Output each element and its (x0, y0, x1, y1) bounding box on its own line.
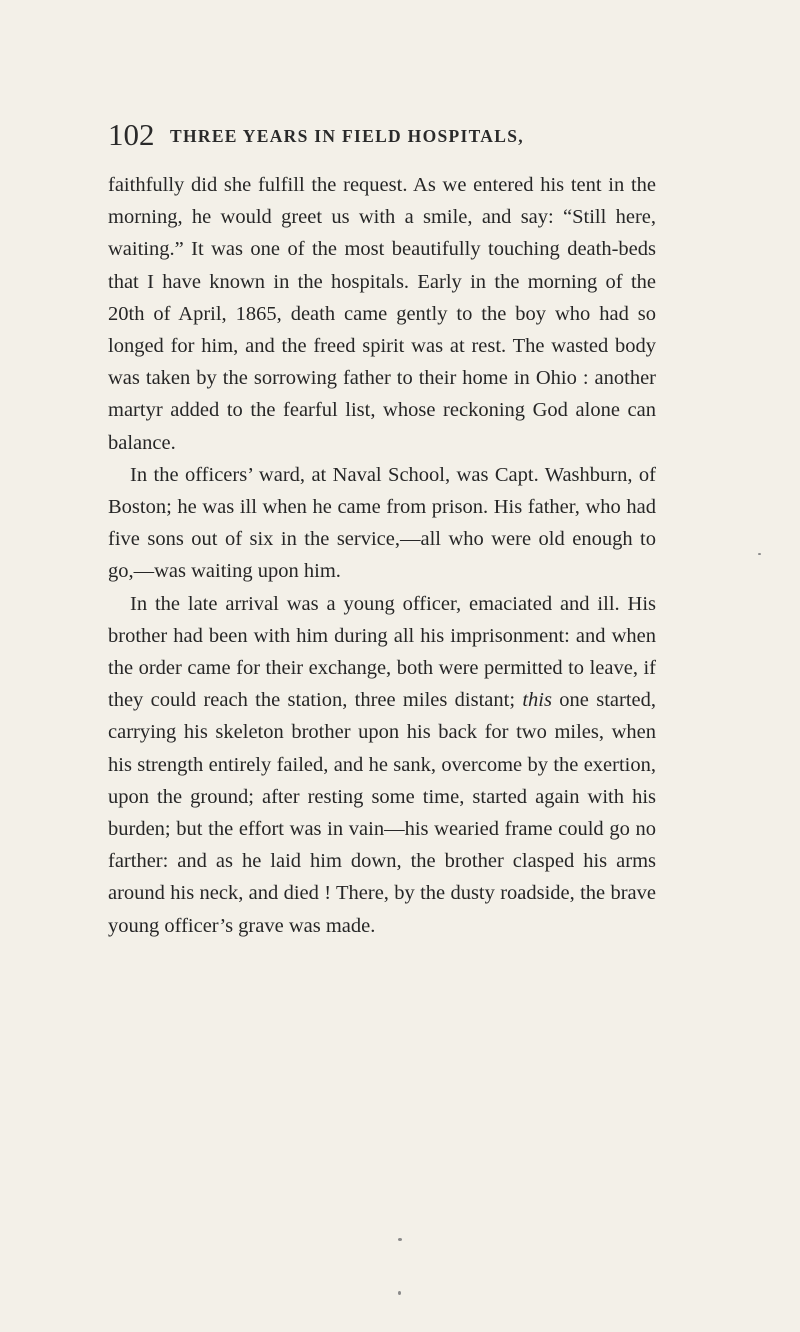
page-header (108, 118, 668, 158)
paragraph-1-text: faithfully did she fulfill the request. As we entered his tent in the morning, he would greet us with a smile, and say: “Still here, waiting.” It was one of the most beautifully touching death-beds that I have known in the hospitals. Early in the morning of the 20th of April, 1865, death came gently to the boy who had so longed for him, and the freed spirit was at rest. The wasted body was taken by the sorrowing father to their home in Ohio : another martyr added to the fearful list, whose reckoning God alone can balance. (108, 174, 656, 454)
paragraph-3 (108, 588, 656, 942)
running-title: THREE YEARS IN FIELD HOSPITALS, (170, 126, 524, 146)
print-speck (758, 553, 761, 555)
paragraph-2 (108, 459, 656, 588)
paragraph-2-text: In the officers’ ward, at Naval School, was Capt. Washburn, of Boston; he was ill when he came from prison. His father, who had five sons out of six in the service,—all who were old enough to go,—was waiting upon him. (108, 463, 656, 583)
print-speck (398, 1238, 402, 1241)
print-speck (398, 1291, 401, 1295)
paragraph-3-text-a: In the late arrival was a young officer, emaciated and ill. His brother had been with him during all his imprisonment: and when the order came for their exchange, both were permitted to leave, if they could reach the station, three miles distant; (108, 592, 656, 712)
body-text (108, 169, 656, 942)
page-number: 102 (108, 117, 155, 152)
paragraph-3-text-b: one started, carrying his skeleton brother upon his back for two miles, when his strength entirely failed, and he sank, overcome by the exertion, upon the ground; after resting some time, started again with his burden; but the effort was in vain—his wearied frame could go no farther: and as he laid him down, the brother clasped his arms around his neck, and died ! There, by the dusty roadside, the brave young officer’s grave was made. (108, 689, 656, 937)
paragraph-1 (108, 169, 656, 459)
emphasis-this: this (522, 689, 552, 712)
